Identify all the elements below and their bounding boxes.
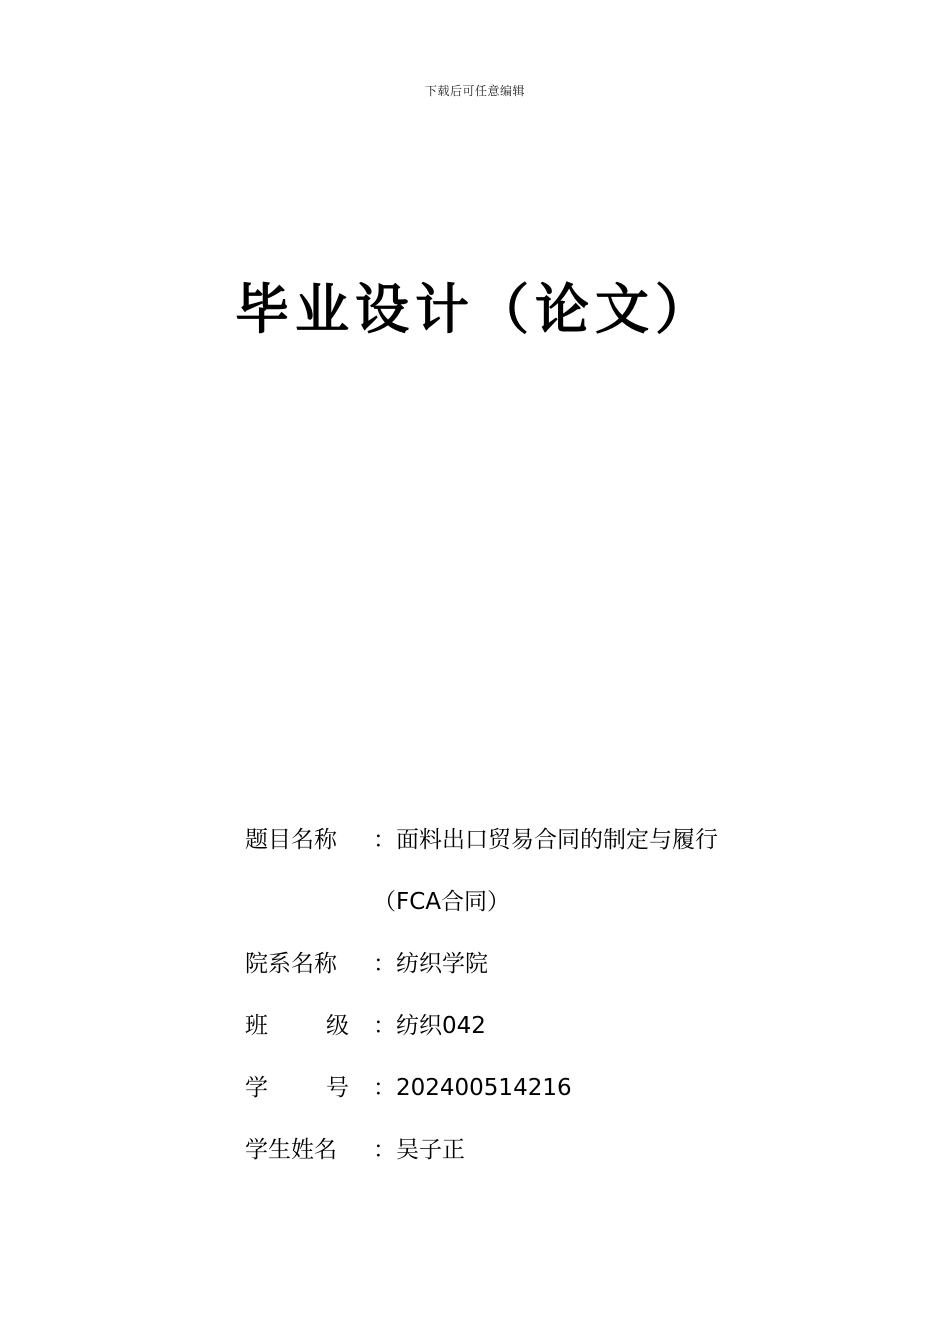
topic-value-line2: （FCA合同） bbox=[373, 889, 511, 915]
student-name-label bbox=[245, 1130, 373, 1170]
class-colon: ： bbox=[373, 1013, 396, 1039]
student-name-row bbox=[245, 1130, 765, 1192]
topic-label bbox=[245, 820, 373, 860]
topic-label-text: 题目名称 bbox=[245, 827, 337, 853]
header-note: 下载后可任意编辑 bbox=[424, 84, 525, 98]
student-id-row bbox=[245, 1068, 765, 1130]
department-label bbox=[245, 944, 373, 984]
class-row bbox=[245, 1006, 765, 1068]
class-label bbox=[245, 1006, 373, 1046]
cover-info-block bbox=[245, 820, 765, 1192]
student-id-label-char2: 号 bbox=[326, 1075, 349, 1101]
topic-value-line1: 面料出口贸易合同的制定与履行 bbox=[396, 827, 718, 853]
department-colon: ： bbox=[373, 951, 396, 977]
student-id-label-char1: 学 bbox=[245, 1075, 268, 1101]
topic-row bbox=[245, 820, 765, 882]
class-label-char2: 级 bbox=[326, 1013, 349, 1039]
student-id-value: 202400514216 bbox=[396, 1075, 572, 1101]
student-name-value: 吴子正 bbox=[396, 1137, 465, 1163]
student-id-label bbox=[245, 1068, 373, 1108]
class-label-char1: 班 bbox=[245, 1013, 268, 1039]
student-name-colon: ： bbox=[373, 1137, 396, 1163]
student-name-label-text: 学生姓名 bbox=[245, 1137, 337, 1163]
department-label-text: 院系名称 bbox=[245, 951, 337, 977]
page-title: 毕业设计（论文） bbox=[235, 278, 715, 341]
department-value: 纺织学院 bbox=[396, 951, 488, 977]
topic-continuation-row bbox=[245, 882, 765, 944]
topic-colon: ： bbox=[373, 827, 396, 853]
department-row bbox=[245, 944, 765, 1006]
class-value: 纺织042 bbox=[396, 1013, 486, 1039]
student-id-colon: ： bbox=[373, 1075, 396, 1101]
